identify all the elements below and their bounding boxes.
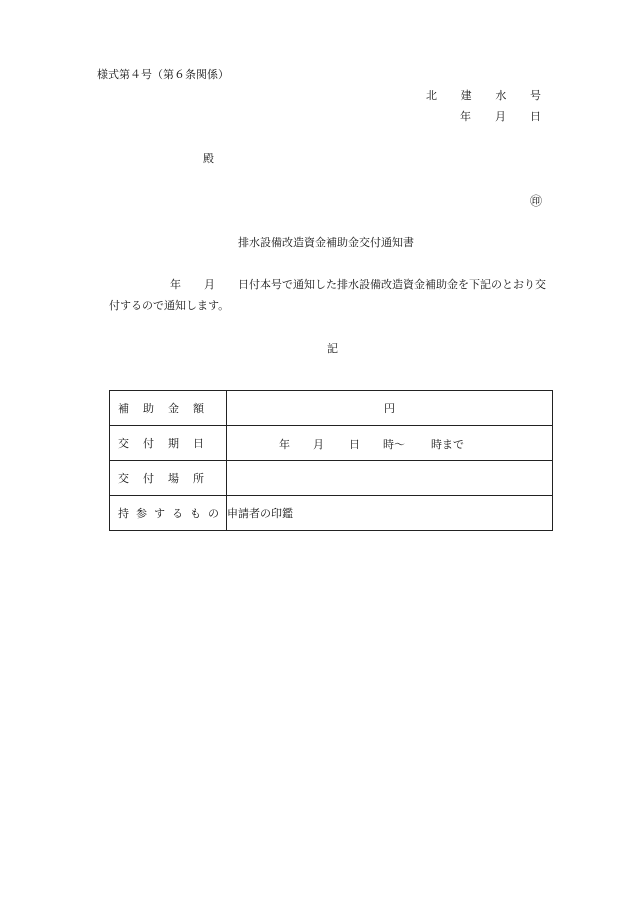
label-char: 補: [118, 402, 129, 415]
date-hour-until: 時まで: [431, 438, 464, 451]
date-hour-from: 時～: [383, 438, 405, 451]
label-items-to-bring: [110, 496, 227, 531]
label-delivery-place: [110, 461, 227, 496]
body-line-1: 日付本号で通知した排水設備改造資金補助金を下記のとおり交: [238, 278, 546, 291]
doc-number-char: 水: [495, 89, 507, 102]
doc-number-char: 建: [460, 89, 472, 102]
value-delivery-place: [227, 461, 553, 496]
date-year: 年: [460, 110, 471, 123]
label-char: る: [172, 507, 183, 520]
label-char: 交: [118, 437, 129, 450]
label-char: も: [190, 507, 201, 520]
label-grant-amount: [110, 391, 227, 426]
document-title: 排水設備改造資金補助金交付通知書: [238, 236, 414, 249]
body-month: 月: [204, 278, 215, 291]
table-row: [110, 496, 553, 531]
issue-date: [460, 110, 541, 124]
value-grant-amount: [227, 391, 553, 426]
date-month: 月: [495, 110, 506, 123]
date-day: 日: [530, 110, 541, 123]
value-delivery-date: [227, 426, 553, 461]
form-number: 様式第４号（第６条関係）: [97, 68, 229, 81]
label-char: 期: [168, 437, 179, 450]
addressee-suffix: 殿: [203, 152, 214, 165]
table-row: [110, 391, 553, 426]
label-char: 交: [118, 472, 129, 485]
label-char: 日: [193, 437, 204, 450]
date-month: 月: [313, 438, 324, 451]
label-char: 金: [168, 402, 179, 415]
label-char: 参: [136, 507, 147, 520]
label-char: の: [208, 507, 219, 520]
body-year: 年: [170, 278, 181, 291]
doc-number-char: 北: [426, 89, 437, 102]
label-char: 助: [143, 402, 154, 415]
date-year: 年: [279, 438, 290, 451]
table-row: [110, 461, 553, 496]
body-line-2: 付するので通知します。: [109, 299, 230, 312]
grant-details-table: [109, 390, 553, 531]
label-char: 持: [118, 507, 129, 520]
document-number: [426, 89, 541, 103]
seal-mark: ㊞: [530, 194, 543, 208]
date-day: 日: [349, 438, 360, 451]
table-row: [110, 426, 553, 461]
yen-unit: 円: [384, 402, 395, 415]
label-char: 額: [193, 402, 204, 415]
label-char: す: [154, 507, 165, 520]
label-char: 付: [143, 472, 154, 485]
doc-number-char: 号: [529, 89, 541, 102]
value-items-to-bring: 申請者の印鑑: [227, 496, 553, 531]
label-delivery-date: [110, 426, 227, 461]
note-heading: 記: [327, 342, 338, 355]
label-char: 場: [168, 472, 179, 485]
label-char: 付: [143, 437, 154, 450]
label-char: 所: [193, 472, 204, 485]
